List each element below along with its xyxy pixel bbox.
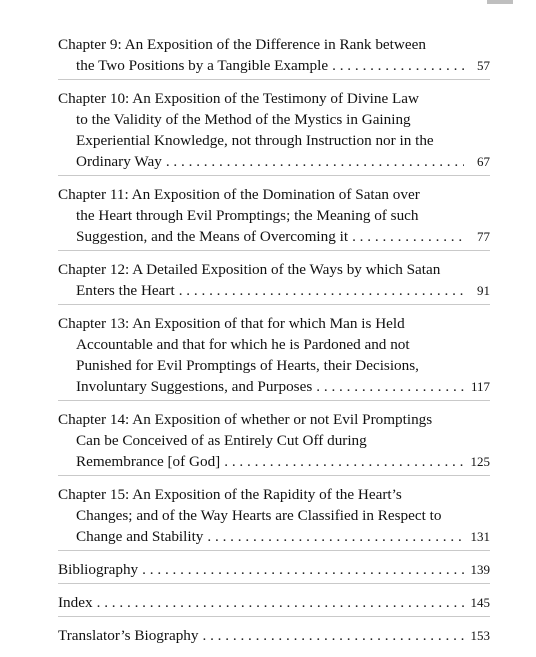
page-number: 139	[470, 562, 490, 577]
toc-entry-title-line: Chapter 15: An Exposition of the Rapidity of the Heart’s	[58, 486, 402, 503]
page-number: 131	[470, 529, 490, 544]
dot-leader	[316, 376, 464, 397]
dot-leader	[202, 625, 464, 646]
toc-entry-chapter-12[interactable]	[58, 259, 490, 305]
table-of-contents	[58, 34, 490, 657]
dot-leader	[352, 226, 464, 247]
toc-entry-title-line: Ordinary Way	[76, 153, 162, 170]
page-number: 153	[470, 628, 490, 643]
toc-entry-title-line: Chapter 13: An Exposition of that for which Man is Held	[58, 315, 405, 332]
toc-entry-title-line: Chapter 11: An Exposition of the Domination of Satan over	[58, 186, 420, 203]
toc-entry-chapter-10[interactable]	[58, 88, 490, 176]
toc-entry-title-line: to the Validity of the Method of the Mystics in Gaining	[76, 111, 411, 128]
toc-entry-translator-biography[interactable]	[58, 625, 490, 649]
toc-entry-chapter-13[interactable]	[58, 313, 490, 401]
toc-entry-title-line: Chapter 14: An Exposition of whether or not Evil Promptings	[58, 411, 433, 428]
toc-entry-index[interactable]	[58, 592, 490, 617]
toc-entry-title-line: Remembrance [of God]	[76, 453, 221, 470]
toc-entry-title-line: the Two Positions by a Tangible Example	[76, 57, 329, 74]
page-number: 67	[477, 154, 490, 169]
toc-entry-title-line: Involuntary Suggestions, and Purposes	[76, 378, 313, 395]
page-number: 145	[470, 595, 490, 610]
toc-entry-chapter-15[interactable]	[58, 484, 490, 551]
toc-entry-title-line: Enters the Heart	[76, 282, 175, 299]
toc-entry-title-line: Chapter 10: An Exposition of the Testimony of Divine Law	[58, 90, 419, 107]
dot-leader	[179, 280, 464, 301]
toc-entry-title-line: Experiential Knowledge, not through Instruction nor in the	[76, 132, 434, 149]
page-number: 77	[477, 229, 490, 244]
toc-entry-title-line: Translator’s Biography	[58, 627, 199, 644]
page-number: 57	[477, 58, 490, 73]
page-number: 117	[470, 379, 490, 394]
dot-leader	[224, 451, 464, 472]
page-number: 91	[477, 283, 490, 298]
toc-entry-chapter-11[interactable]	[58, 184, 490, 251]
toc-entry-title-line: Bibliography	[58, 561, 139, 578]
dot-leader	[207, 526, 464, 547]
top-edge-mark	[487, 0, 513, 4]
toc-entry-title-line: Chapter 12: A Detailed Exposition of the Ways by which Satan	[58, 261, 441, 278]
dot-leader	[166, 151, 464, 172]
page-number: 125	[470, 454, 490, 469]
toc-entry-title-line: Accountable and that for which he is Pardoned and not	[76, 336, 410, 353]
toc-entry-title-line: Can be Conceived of as Entirely Cut Off during	[76, 432, 367, 449]
dot-leader	[142, 559, 464, 580]
toc-entry-title-line: Chapter 9: An Exposition of the Difference in Rank between	[58, 36, 426, 53]
toc-entry-chapter-9[interactable]	[58, 34, 490, 80]
toc-entry-chapter-14[interactable]	[58, 409, 490, 476]
toc-entry-title-line: the Heart through Evil Promptings; the Meaning of such	[76, 207, 419, 224]
toc-entry-title-line: Punished for Evil Promptings of Hearts, their Decisions,	[76, 357, 419, 374]
toc-entry-title-line: Changes; and of the Way Hearts are Classified in Respect to	[76, 507, 442, 524]
toc-entry-title-line: Suggestion, and the Means of Overcoming it	[76, 228, 349, 245]
dot-leader	[332, 55, 464, 76]
toc-entry-title-line: Index	[58, 594, 93, 611]
toc-entry-bibliography[interactable]	[58, 559, 490, 584]
toc-entry-title-line: Change and Stability	[76, 528, 204, 545]
